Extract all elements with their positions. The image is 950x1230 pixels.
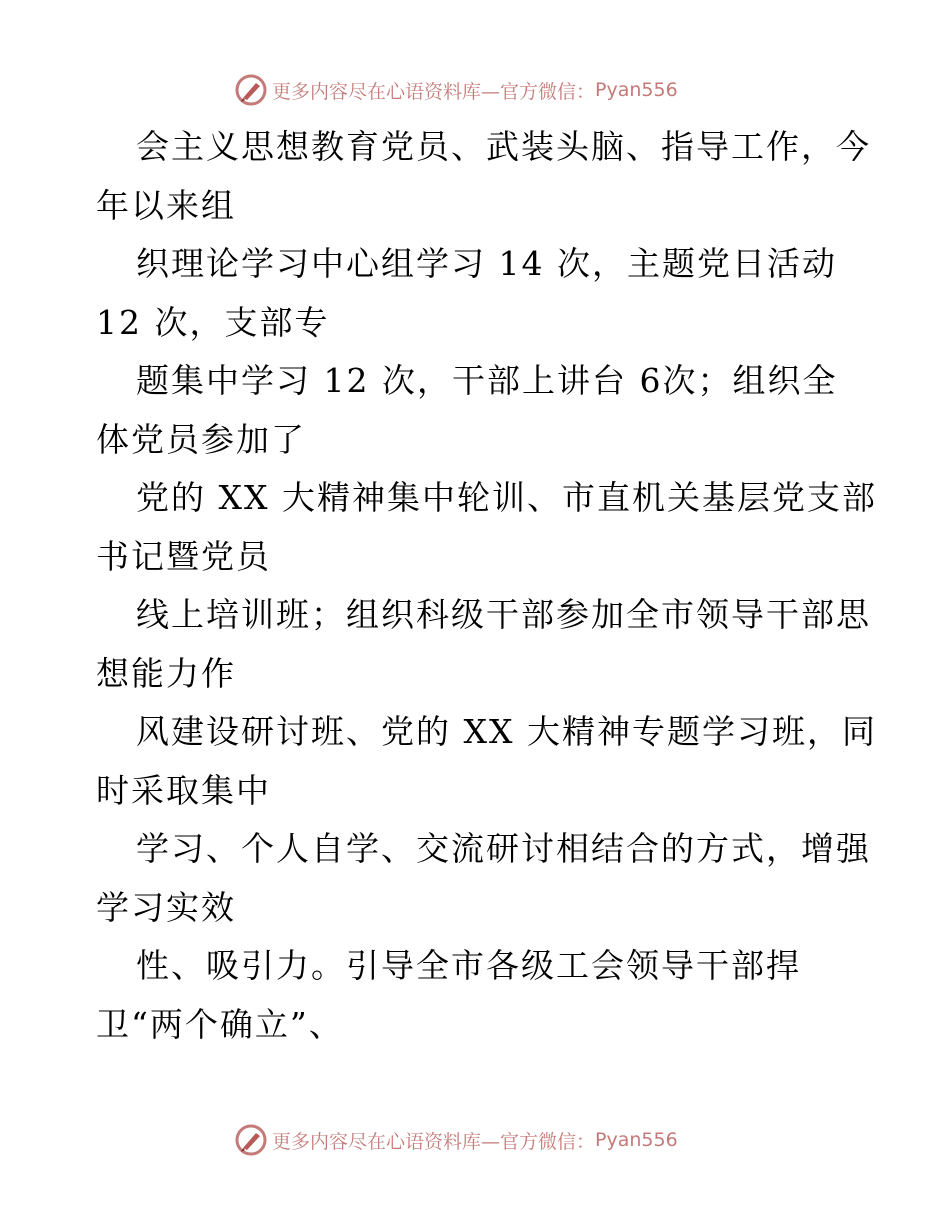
body-line: 学习实效 — [96, 887, 236, 927]
watermark-text: 更多内容尽在心语资料库—官方微信： — [272, 1130, 596, 1153]
body-line: 时采取集中 — [96, 770, 271, 810]
body-line: 学习、个人自学、交流研讨相结合的方式，增强 — [136, 829, 871, 868]
body-line: 体党员参加了 — [96, 419, 306, 459]
body-line: 线上培训班；组织科级干部参加全市领导干部思 — [136, 595, 871, 634]
body-line: 书记暨党员 — [96, 536, 271, 576]
body-line: 党的 XX 大精神集中轮训、市直机关基层党支部 — [136, 478, 877, 517]
body-line: 织理论学习中心组学习 14 次，主题党日活动 — [136, 244, 837, 283]
wechat-id: Pyan556 — [595, 79, 678, 101]
body-line: 会主义思想教育党员、武装头脑、指导工作，今 — [136, 127, 871, 166]
footer-watermark — [234, 1120, 678, 1160]
body-line: 卫“两个确立”、 — [96, 1004, 344, 1044]
document-body — [96, 118, 876, 1054]
wechat-id: Pyan556 — [595, 1129, 678, 1151]
watermark-text: 更多内容尽在心语资料库—官方微信： — [272, 80, 596, 103]
body-line: 题集中学习 12 次，干部上讲台 6次；组织全 — [136, 361, 838, 400]
body-line: 12 次，支部专 — [96, 302, 330, 342]
body-line: 风建设研讨班、党的 XX 大精神专题学习班，同 — [136, 712, 877, 751]
body-line: 想能力作 — [96, 653, 236, 693]
pen-logo-icon — [234, 1123, 268, 1157]
body-line: 年以来组 — [96, 185, 236, 225]
pen-logo-icon — [234, 73, 268, 107]
header-watermark — [234, 70, 678, 110]
body-line: 性、吸引力。引导全市各级工会领导干部捍 — [136, 946, 801, 985]
